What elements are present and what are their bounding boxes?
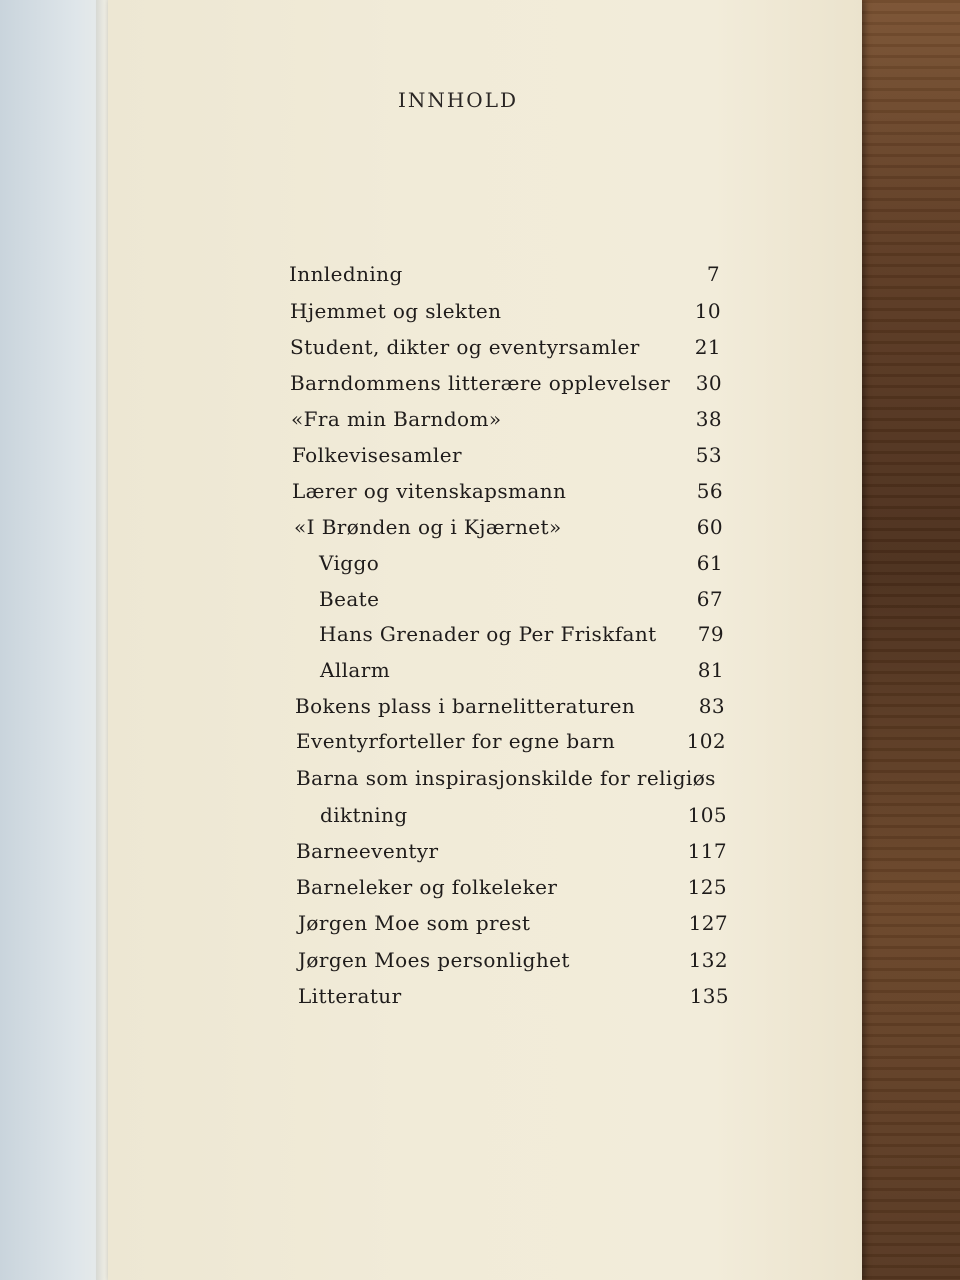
wooden-table-background <box>850 0 960 1280</box>
toc-entry-title: Eventyrforteller for egne barn <box>296 729 616 753</box>
toc-entry-page: 117 <box>687 839 727 863</box>
toc-entry-page: 102 <box>686 729 726 753</box>
toc-entry-title: Litteratur <box>298 984 402 1008</box>
toc-entry-title: Hjemmet og slekten <box>290 299 502 323</box>
toc-entry <box>108 479 862 515</box>
toc-entry <box>108 875 862 911</box>
toc-entry-title: Barneeventyr <box>296 839 439 863</box>
toc-entry-title: Viggo <box>319 551 380 575</box>
toc-entry-title: Lærer og vitenskapsmann <box>292 479 567 503</box>
toc-entry-title: Barneleker og folkeleker <box>296 875 558 899</box>
toc-entry-title: «Fra min Barndom» <box>291 407 502 431</box>
toc-entry-title: Allarm <box>320 658 391 682</box>
toc-entry-title: Barndommens litterære opplevelser <box>290 371 671 395</box>
toc-entry <box>108 443 862 479</box>
toc-entry-page: 7 <box>706 262 720 286</box>
toc-entry <box>108 729 862 765</box>
toc-entry-page: 135 <box>689 984 729 1008</box>
toc-subentry <box>108 622 862 658</box>
toc-entry-page: 127 <box>688 911 728 935</box>
toc-entry <box>108 766 862 802</box>
toc-entry-title: Hans Grenader og Per Friskfant <box>319 622 657 646</box>
toc-entry-title: Jørgen Moes personlighet <box>298 948 570 972</box>
book-page <box>108 0 862 1280</box>
toc-entry <box>108 839 862 875</box>
toc-entry-title: Student, dikter og eventyrsamler <box>290 335 640 359</box>
toc-entry-title: diktning <box>320 803 408 827</box>
toc-entry <box>108 515 862 551</box>
toc-entry-page: 61 <box>696 551 723 575</box>
toc-entry-title: Jørgen Moe som prest <box>298 911 531 935</box>
toc-entry <box>108 262 862 298</box>
toc-entry-page: 132 <box>688 948 728 972</box>
toc-entry-page: 53 <box>695 443 722 467</box>
toc-entry-title: «I Brønden og i Kjærnet» <box>294 515 562 539</box>
toc-entry-page: 56 <box>696 479 723 503</box>
toc-entry-title: Bokens plass i barnelitteraturen <box>295 694 636 718</box>
toc-entry <box>108 299 862 335</box>
toc-entry-page: 83 <box>698 694 725 718</box>
toc-entry-page: 67 <box>696 587 723 611</box>
toc-entry-continuation <box>108 803 862 839</box>
toc-entry <box>108 694 862 730</box>
toc-entry-title: Barna som inspirasjonskilde for religiøs <box>296 766 716 790</box>
toc-entry <box>108 984 862 1020</box>
toc-subentry <box>108 587 862 623</box>
toc-entry-page: 125 <box>687 875 727 899</box>
toc-entry-title: Folkevisesamler <box>292 443 462 467</box>
toc-entry <box>108 407 862 443</box>
toc-entry <box>108 948 862 984</box>
toc-entry <box>108 335 862 371</box>
toc-entry <box>108 911 862 947</box>
background-left <box>0 0 110 1280</box>
page-heading: INNHOLD <box>397 88 519 112</box>
toc-entry-page: 60 <box>696 515 723 539</box>
toc-entry-page: 79 <box>697 622 724 646</box>
toc-entry-page: 30 <box>695 371 722 395</box>
toc-entry <box>108 371 862 407</box>
toc-subentry <box>108 658 862 694</box>
toc-entry-title: Innledning <box>289 262 403 286</box>
toc-entry-page: 38 <box>695 407 722 431</box>
toc-entry-page: 105 <box>687 803 727 827</box>
toc-entry-page: 21 <box>694 335 721 359</box>
toc-subentry <box>108 551 862 587</box>
toc-entry-title: Beate <box>319 587 380 611</box>
toc-entry-page: 10 <box>694 299 721 323</box>
toc-entry-page: 81 <box>697 658 724 682</box>
